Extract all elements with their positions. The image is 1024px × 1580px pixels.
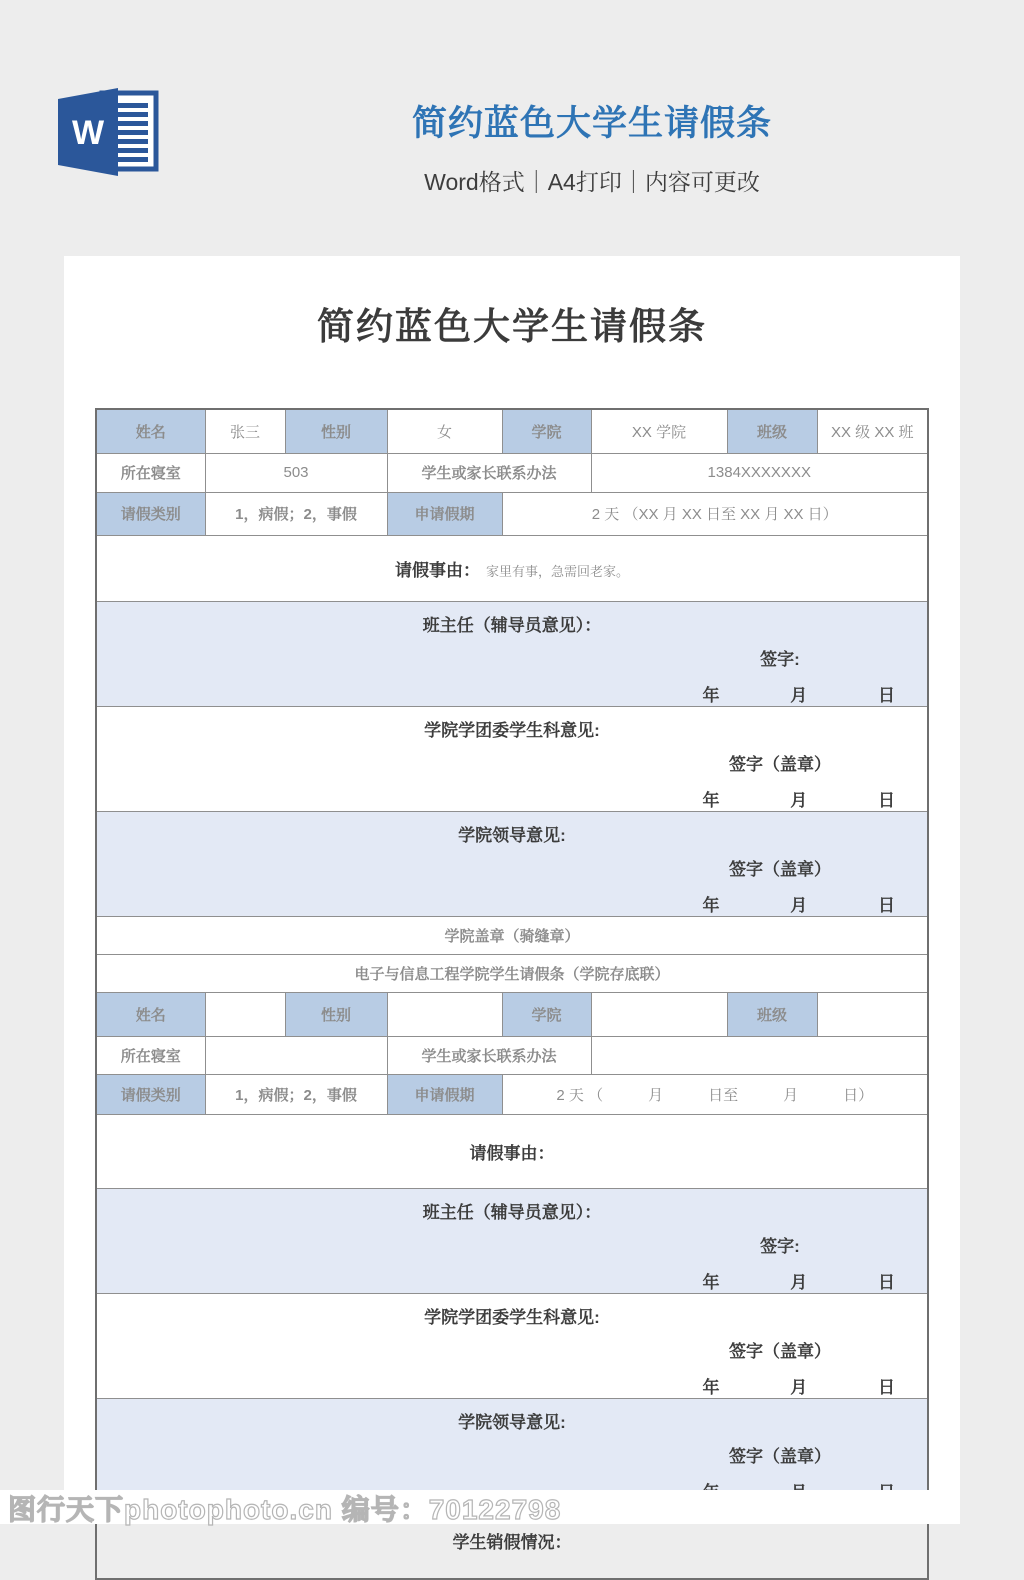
day-label: 日 <box>878 895 895 915</box>
table-row <box>96 916 928 954</box>
name-label: 姓名 <box>96 992 205 1036</box>
table-row <box>96 954 928 992</box>
contact-value: 1384XXXXXXX <box>591 453 928 492</box>
college-seal-row: 学院盖章（骑缝章） <box>96 916 928 954</box>
table-row <box>96 409 928 453</box>
year-label: 年 <box>702 895 720 915</box>
college-value-empty <box>591 992 727 1036</box>
table-row <box>96 601 928 706</box>
day-label: 日 <box>878 685 895 705</box>
date-line <box>97 891 927 916</box>
gender-value: 女 <box>387 409 502 453</box>
month-label: 月 <box>790 685 808 705</box>
tutor-opinion-cell <box>96 601 928 706</box>
leave-type-label: 请假类别 <box>96 492 205 535</box>
tutor-opinion-cell <box>96 1188 928 1293</box>
word-logo-letter: W <box>71 114 105 152</box>
table-row <box>96 992 928 1036</box>
month-label: 月 <box>790 1377 808 1397</box>
leader-opinion-label: 学院领导意见: <box>458 1412 566 1432</box>
committee-opinion-label: 学院学团委学生科意见: <box>424 720 600 740</box>
date-line <box>97 681 927 706</box>
sign-seal-label: 签字（盖章） <box>729 1341 831 1361</box>
college-label: 学院 <box>502 992 591 1036</box>
class-value: XX 级 XX 班 <box>817 409 928 453</box>
table-row <box>96 1074 928 1114</box>
leave-form-table <box>95 408 929 1580</box>
gender-value-empty <box>387 992 502 1036</box>
cancel-leave-label: 学生销假情况： <box>452 1533 572 1553</box>
gender-label: 性别 <box>285 992 387 1036</box>
reason-label: 请假事由： <box>469 1143 555 1163</box>
template-title: 简约蓝色大学生请假条 <box>411 104 772 143</box>
table-row <box>96 1188 928 1293</box>
class-label: 班级 <box>727 409 817 453</box>
name-label: 姓名 <box>96 409 205 453</box>
month-label: 月 <box>790 1272 808 1292</box>
month-label: 月 <box>790 895 808 915</box>
date-line <box>97 1268 927 1293</box>
table-row <box>96 811 928 916</box>
date-line <box>97 786 927 811</box>
reason-label: 请假事由： <box>394 560 480 580</box>
leave-type-value: 1，病假；2，事假 <box>205 1074 387 1114</box>
contact-value-empty <box>591 1036 928 1074</box>
dorm-value: 503 <box>205 453 387 492</box>
header-text-block <box>170 96 1014 197</box>
sign-label: 签字: <box>760 649 800 669</box>
committee-opinion-label: 学院学团委学生科意见: <box>424 1307 600 1327</box>
date-line <box>97 1373 927 1398</box>
sign-seal-label: 签字（盖章） <box>729 859 831 879</box>
table-row <box>96 1114 928 1188</box>
dorm-value-empty <box>205 1036 387 1074</box>
day-label: 日 <box>878 1377 895 1397</box>
year-label: 年 <box>702 685 720 705</box>
name-value: 张三 <box>205 409 285 453</box>
table-row <box>96 706 928 811</box>
year-label: 年 <box>702 790 720 810</box>
document-page <box>64 256 960 1553</box>
tutor-opinion-label: 班主任（辅导员意见）： <box>422 1202 602 1222</box>
contact-label: 学生或家长联系办法 <box>387 453 591 492</box>
class-label: 班级 <box>727 992 817 1036</box>
table-row <box>96 1036 928 1074</box>
dorm-label: 所在寝室 <box>96 453 205 492</box>
watermark-bar <box>0 1490 960 1524</box>
document-title: 简约蓝色大学生请假条 <box>317 306 707 347</box>
reason-cell <box>96 535 928 601</box>
watermark-text: 图行天下photophoto.cn 编号：70122798 <box>8 1494 562 1525</box>
class-value-empty <box>817 992 928 1036</box>
leave-type-label: 请假类别 <box>96 1074 205 1114</box>
leave-type-value: 1，病假；2，事假 <box>205 492 387 535</box>
leave-period-value: 2 天 （XX 月 XX 日至 XX 月 XX 日） <box>502 492 928 535</box>
sign-label: 签字: <box>760 1236 800 1256</box>
leader-opinion-cell <box>96 811 928 916</box>
form-section-1 <box>96 409 928 992</box>
sign-seal-label: 签字（盖章） <box>729 1446 831 1466</box>
tutor-opinion-label: 班主任（辅导员意见）： <box>422 615 602 635</box>
day-label: 日 <box>878 790 895 810</box>
leave-period-value: 2 天 （ 月 日至 月 日） <box>502 1074 928 1114</box>
word-logo-icon <box>58 86 164 178</box>
month-label: 月 <box>790 790 808 810</box>
year-label: 年 <box>702 1272 720 1292</box>
committee-opinion-cell <box>96 1293 928 1398</box>
name-value-empty <box>205 992 285 1036</box>
reason-cell <box>96 1114 928 1188</box>
contact-label: 学生或家长联系办法 <box>387 1036 591 1074</box>
site-header <box>0 0 1024 256</box>
gender-label: 性别 <box>285 409 387 453</box>
leader-opinion-label: 学院领导意见: <box>458 825 566 845</box>
college-value: XX 学院 <box>591 409 727 453</box>
committee-opinion-cell <box>96 706 928 811</box>
table-row <box>96 492 928 535</box>
year-label: 年 <box>702 1377 720 1397</box>
college-label: 学院 <box>502 409 591 453</box>
template-subtitle: Word格式｜A4打印｜内容可更改 <box>424 169 760 195</box>
leave-period-label: 申请假期 <box>387 492 502 535</box>
copy-title-row: 电子与信息工程学院学生请假条（学院存底联） <box>96 954 928 992</box>
dorm-label: 所在寝室 <box>96 1036 205 1074</box>
sign-seal-label: 签字（盖章） <box>729 754 831 774</box>
table-row <box>96 1293 928 1398</box>
table-row <box>96 453 928 492</box>
leave-period-label: 申请假期 <box>387 1074 502 1114</box>
day-label: 日 <box>878 1272 895 1292</box>
reason-value: 家里有事，急需回老家。 <box>485 563 629 579</box>
table-row <box>96 535 928 601</box>
